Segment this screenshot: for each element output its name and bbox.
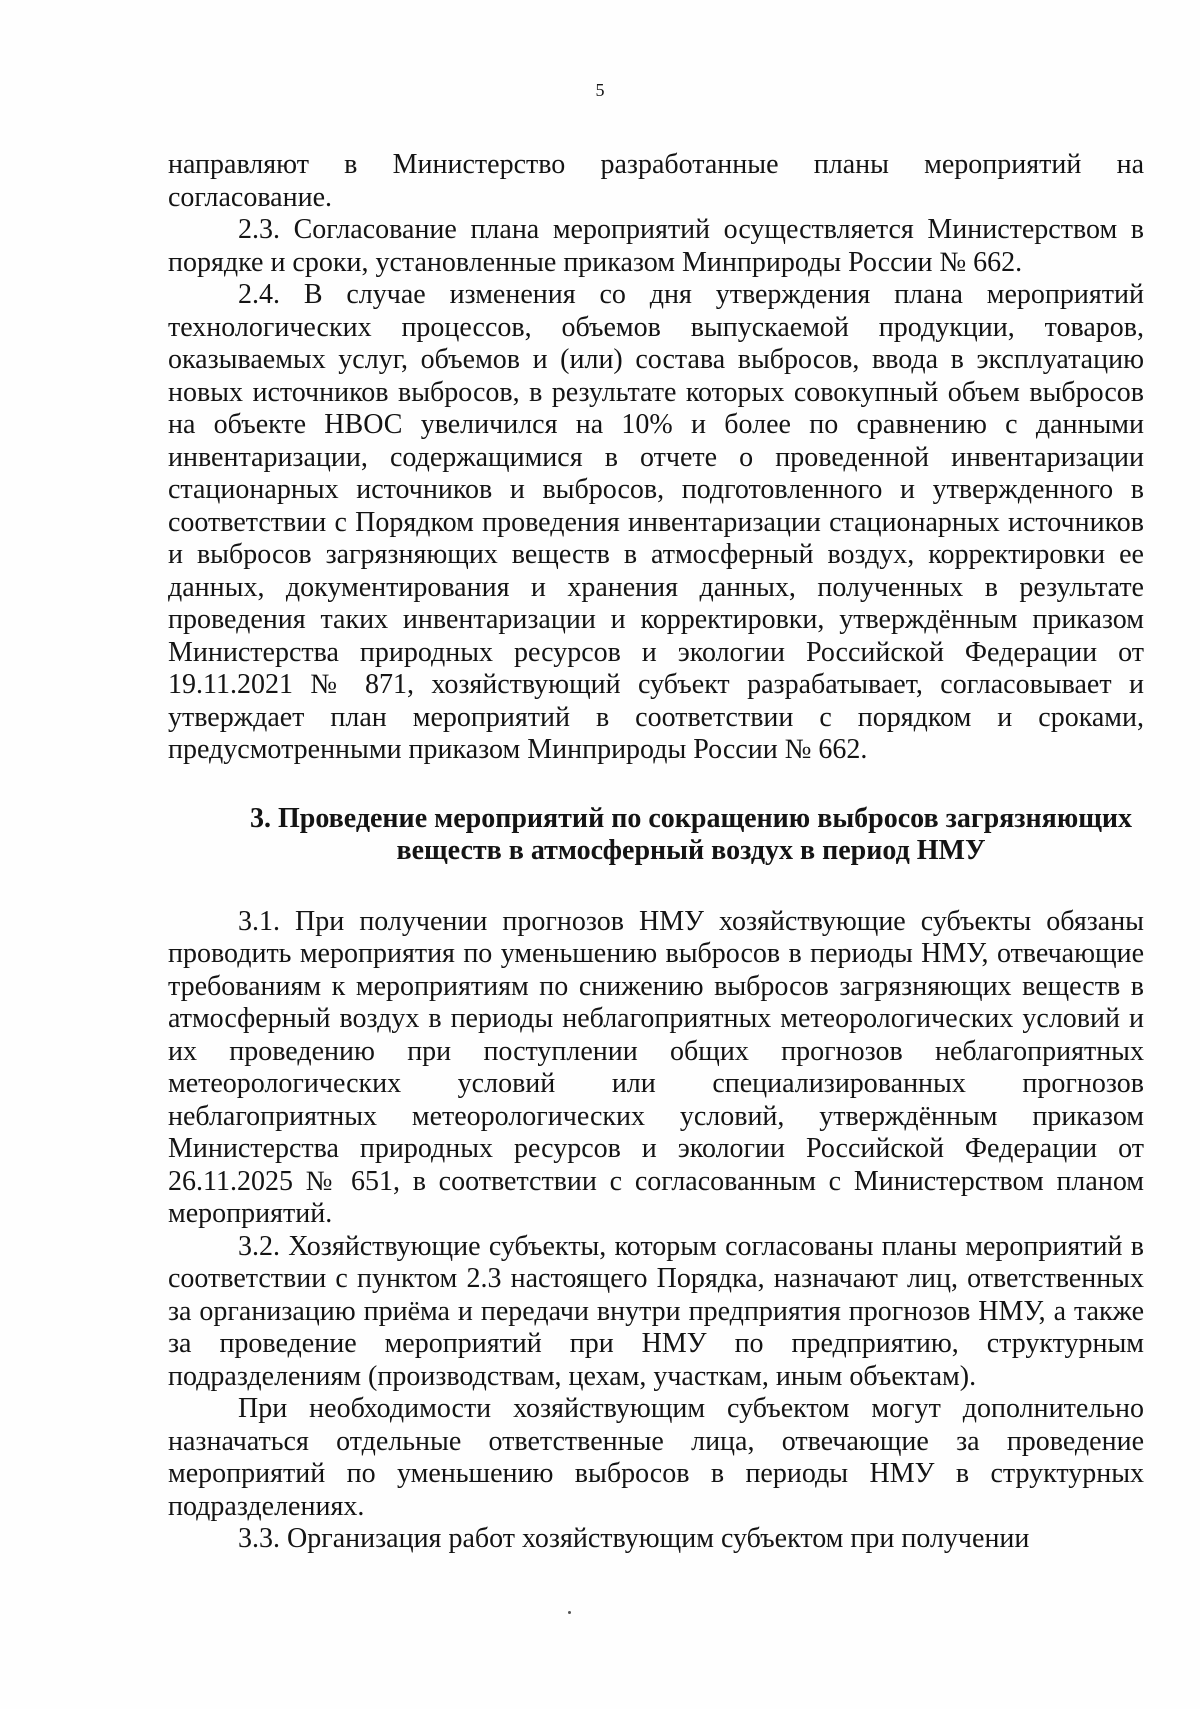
- section-heading-line-2: веществ в атмосферный воздух в период НМУ: [396, 835, 986, 866]
- paragraph-3-2: 3.2. Хозяйствующие субъекты, которым согласованы планы мероприятий в соответствии с пунктом 2.3 настоящего Порядка, назначают лиц, ответственных за организацию приёма и передачи внутри предприятия прогнозов НМУ, а также за проведение мероприятий при НМУ по предприятию, структурным подразделениям (производствам, цехам, участкам, иным объектам).: [168, 1230, 1144, 1392]
- paragraph-continuation: направляют в Министерство разработанные планы мероприятий на согласование.: [168, 149, 1144, 213]
- paragraph-3-2-additional: При необходимости хозяйствующим субъектом могут дополнительно назначаться отдельные ответственные лица, отвечающие за проведение мероприятий по уменьшению выбросов в периоды НМУ в структурных подразделениях.: [168, 1393, 1144, 1522]
- paragraph-3-3: 3.3. Организация работ хозяйствующим субъектом при получении: [238, 1523, 1030, 1554]
- scan-speck: [568, 1611, 571, 1614]
- page-number: 5: [595, 80, 605, 100]
- paragraph-3-1: 3.1. При получении прогнозов НМУ хозяйствующие субъекты обязаны проводить мероприятия по уменьшению выбросов в периоды НМУ, отвечающие требованиям к мероприятиям по снижению выбросов загрязняющих веществ в атмосферный воздух в периоды неблагоприятных метеорологических условий и их проведению при поступлении общих прогнозов неблагоприятных метеорологических условий или специализированных прогнозов неблагоприятных метеорологических условий, утверждённым приказом Министерства природных ресурсов и экологии Российской Федерации от 26.11.2025 № 651, в соответствии с согласованным с Министерством планом мероприятий.: [168, 905, 1144, 1229]
- paragraph-2-3: 2.3. Согласование плана мероприятий осуществляется Министерством в порядке и сроки, установленные приказом Минприроды России № 662.: [168, 214, 1144, 278]
- section-heading-line-1: 3. Проведение мероприятий по сокращению выбросов загрязняющих: [250, 802, 1132, 834]
- paragraph-2-4: 2.4. В случае изменения со дня утверждения плана мероприятий технологических процессов, объемов выпускаемой продукции, товаров, оказываемых услуг, объемов и (или) состава выбросов, ввода в эксплуатацию новых источников выбросов, в результате которых совокупный объем выбросов на объекте НВОС увеличился на 10% и более по сравнению с данными инвентаризации, содержащимися в отчете о проведенной инвентаризации стационарных источников и выбросов, подготовленного и утвержденного в соответствии с Порядком проведения инвентаризации стационарных источников и выбросов загрязняющих веществ в атмосферный воздух, корректировки ее данных, документирования и хранения данных, полученных в результате проведения таких инвентаризации и корректировки, утверждённым приказом Министерства природных ресурсов и экологии Российской Федерации от 19.11.2021 № 871, хозяйствующий субъект разрабатывает, согласовывает и утверждает план мероприятий в соответствии с порядком и сроками, предусмотренными приказом Минприроды России № 662.: [168, 279, 1144, 765]
- section-heading: [168, 803, 1144, 868]
- document-body: [168, 149, 1144, 1556]
